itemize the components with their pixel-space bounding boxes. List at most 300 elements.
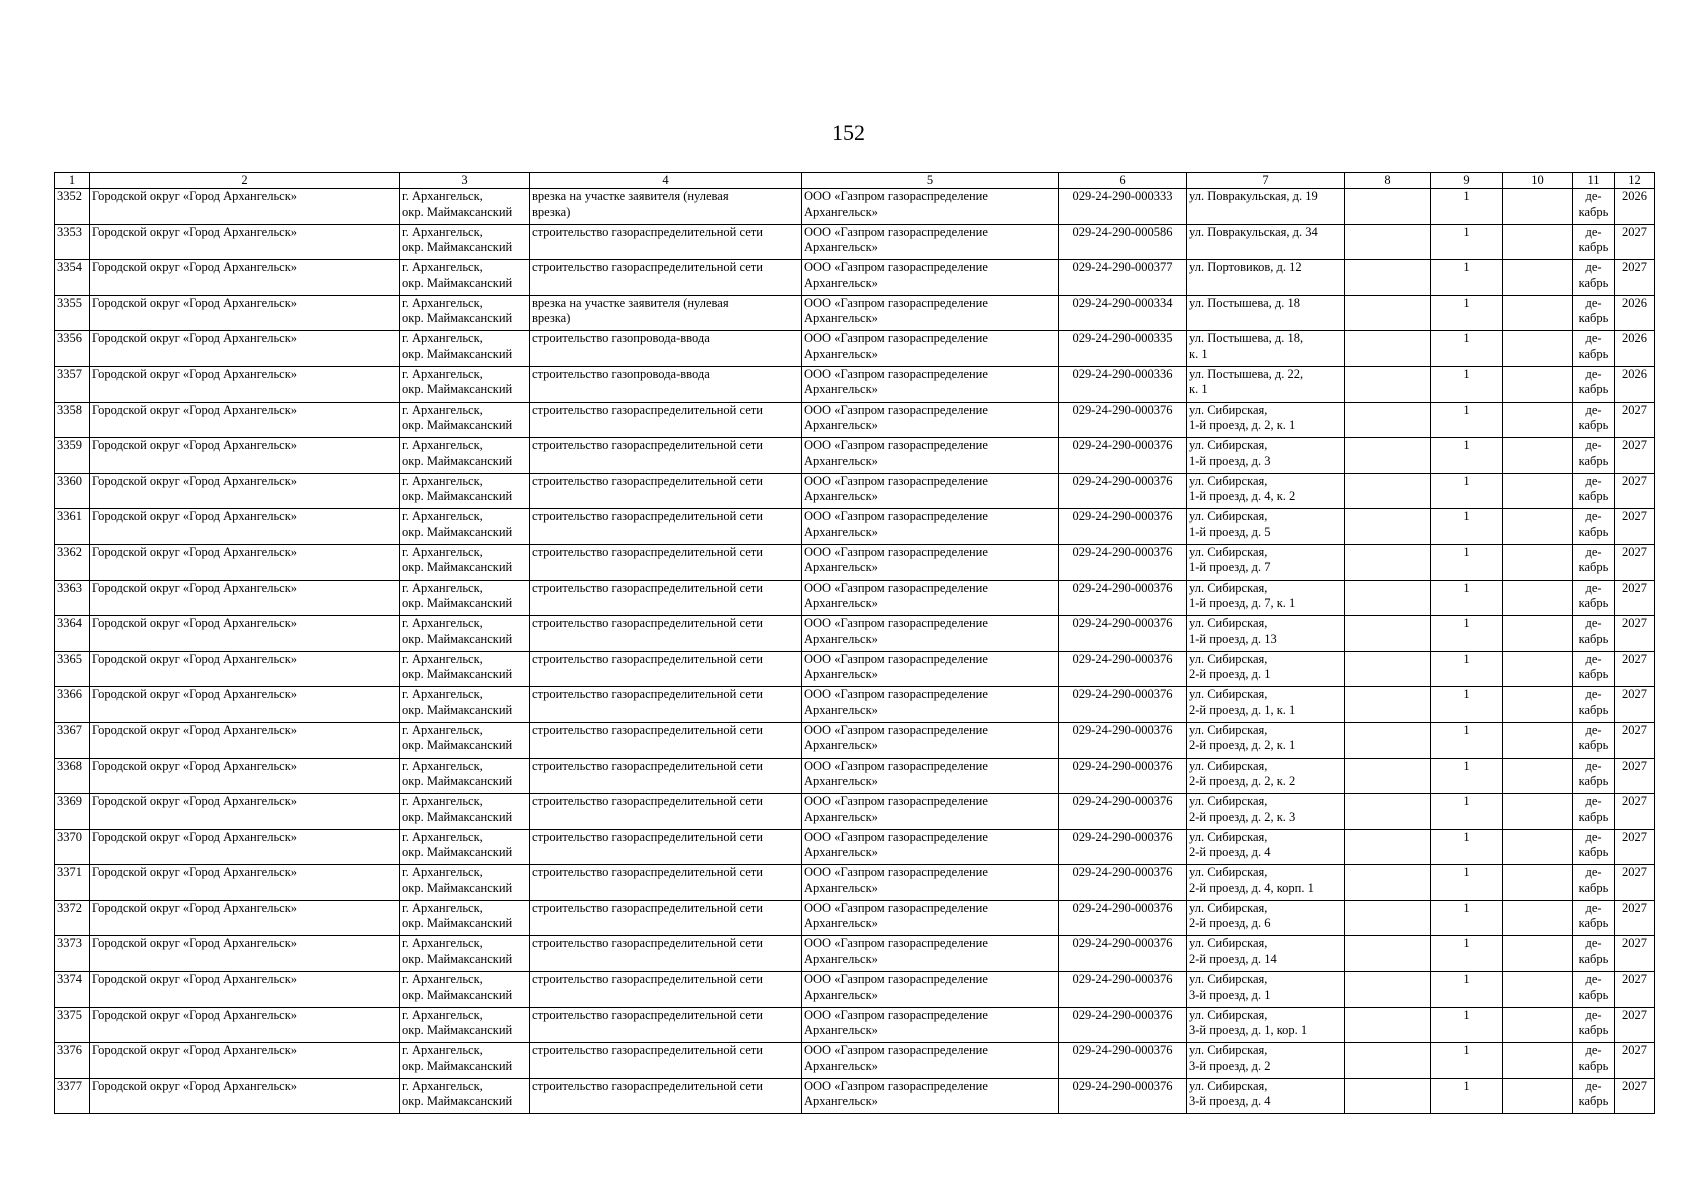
work-type-cell	[530, 865, 802, 901]
organization-cell-line: ООО «Газпром газораспределение	[804, 1078, 988, 1093]
row-number-cell: 3377	[55, 1078, 90, 1114]
locality-cell-line: окр. Маймаксанский	[402, 845, 513, 860]
organization-cell	[802, 722, 1059, 758]
year-cell: 2027	[1615, 509, 1655, 545]
locality-cell-line: г. Архангельск,	[402, 189, 483, 203]
row-number-cell: 3359	[55, 438, 90, 474]
column-10-cell	[1503, 1007, 1573, 1043]
organization-cell	[802, 402, 1059, 438]
work-type-cell	[530, 972, 802, 1008]
organization-cell-line: Архангельск»	[804, 382, 878, 397]
object-code-cell: 029-24-290-000376	[1059, 936, 1187, 972]
column-8-cell	[1345, 794, 1431, 830]
column-10-cell	[1503, 580, 1573, 616]
quantity-cell: 1	[1431, 438, 1503, 474]
month-cell	[1573, 473, 1615, 509]
month-cell-line: кабрь	[1578, 738, 1609, 753]
quantity-cell: 1	[1431, 900, 1503, 936]
organization-cell	[802, 900, 1059, 936]
organization-cell-line: ООО «Газпром газораспределение	[804, 1043, 988, 1058]
month-cell	[1573, 189, 1615, 225]
address-cell	[1187, 1043, 1345, 1079]
table-row	[55, 224, 1655, 260]
locality-cell-line: г. Архангельск,	[402, 758, 483, 773]
locality-cell-line: окр. Маймаксанский	[402, 240, 513, 255]
year-cell: 2027	[1615, 580, 1655, 616]
object-code-cell: 029-24-290-000376	[1059, 509, 1187, 545]
locality-cell-line: окр. Маймаксанский	[402, 809, 513, 824]
work-type-cell-line: строительство газораспределительной сети	[532, 687, 763, 702]
month-cell	[1573, 900, 1615, 936]
column-8-cell	[1345, 1043, 1431, 1079]
table-row	[55, 758, 1655, 794]
address-cell-line: ул. Сибирская,	[1189, 829, 1268, 844]
object-code-cell: 029-24-290-000376	[1059, 580, 1187, 616]
column-header: 4	[530, 173, 802, 189]
column-header: 7	[1187, 173, 1345, 189]
month-cell-line: де-	[1585, 295, 1602, 310]
locality-cell	[400, 687, 530, 723]
address-cell-line: 1-й проезд, д. 13	[1189, 631, 1277, 646]
work-type-cell-line: строительство газораспределительной сети	[532, 722, 763, 737]
month-cell-line: кабрь	[1578, 382, 1609, 397]
table-row	[55, 936, 1655, 972]
locality-cell-line: окр. Маймаксанский	[402, 204, 513, 219]
district-cell: Городской округ «Город Архангельск»	[90, 972, 400, 1008]
month-cell-line: де-	[1585, 616, 1602, 631]
district-cell: Городской округ «Город Архангельск»	[90, 616, 400, 652]
object-code-cell: 029-24-290-000376	[1059, 829, 1187, 865]
quantity-cell: 1	[1431, 544, 1503, 580]
work-type-cell	[530, 580, 802, 616]
table-row	[55, 402, 1655, 438]
month-cell-line: кабрь	[1578, 845, 1609, 860]
organization-cell-line: Архангельск»	[804, 204, 878, 219]
month-cell-line: де-	[1585, 366, 1602, 381]
month-cell	[1573, 331, 1615, 367]
organization-cell-line: ООО «Газпром газораспределение	[804, 509, 988, 524]
address-cell	[1187, 616, 1345, 652]
row-number-cell: 3372	[55, 900, 90, 936]
locality-cell	[400, 295, 530, 331]
year-cell: 2027	[1615, 616, 1655, 652]
district-cell: Городской округ «Город Архангельск»	[90, 1078, 400, 1114]
address-cell-line: к. 1	[1189, 346, 1208, 361]
quantity-cell: 1	[1431, 1007, 1503, 1043]
row-number-cell: 3375	[55, 1007, 90, 1043]
row-number-cell: 3370	[55, 829, 90, 865]
quantity-cell: 1	[1431, 1043, 1503, 1079]
quantity-cell: 1	[1431, 580, 1503, 616]
locality-cell	[400, 1007, 530, 1043]
organization-cell	[802, 544, 1059, 580]
table-row	[55, 829, 1655, 865]
row-number-cell: 3358	[55, 402, 90, 438]
column-8-cell	[1345, 260, 1431, 296]
address-cell-line: 1-й проезд, д. 5	[1189, 524, 1271, 539]
locality-cell-line: г. Архангельск,	[402, 794, 483, 809]
address-cell	[1187, 829, 1345, 865]
month-cell	[1573, 509, 1615, 545]
address-cell-line: ул. Сибирская,	[1189, 1043, 1268, 1058]
address-cell-line: к. 1	[1189, 382, 1208, 397]
month-cell	[1573, 829, 1615, 865]
row-number-cell: 3356	[55, 331, 90, 367]
work-type-cell-line: строительство газораспределительной сети	[532, 544, 763, 559]
organization-cell	[802, 687, 1059, 723]
address-cell-line: 2-й проезд, д. 4, корп. 1	[1189, 880, 1314, 895]
column-8-cell	[1345, 900, 1431, 936]
column-8-cell	[1345, 972, 1431, 1008]
address-cell-line: 3-й проезд, д. 4	[1189, 1094, 1271, 1109]
organization-cell-line: ООО «Газпром газораспределение	[804, 224, 988, 239]
organization-cell-line: Архангельск»	[804, 524, 878, 539]
organization-cell-line: ООО «Газпром газораспределение	[804, 580, 988, 595]
work-type-cell	[530, 260, 802, 296]
quantity-cell: 1	[1431, 829, 1503, 865]
year-cell: 2027	[1615, 900, 1655, 936]
table-row	[55, 580, 1655, 616]
address-cell-line: ул. Сибирская,	[1189, 402, 1268, 417]
organization-cell	[802, 580, 1059, 616]
district-cell: Городской округ «Город Архангельск»	[90, 189, 400, 225]
locality-cell-line: г. Архангельск,	[402, 295, 483, 310]
district-cell: Городской округ «Город Архангельск»	[90, 794, 400, 830]
address-cell-line: ул. Сибирская,	[1189, 794, 1268, 809]
year-cell: 2027	[1615, 794, 1655, 830]
object-code-cell: 029-24-290-000336	[1059, 366, 1187, 402]
address-cell	[1187, 331, 1345, 367]
column-10-cell	[1503, 402, 1573, 438]
address-cell-line: 2-й проезд, д. 1, к. 1	[1189, 702, 1296, 717]
address-cell-line: ул. Сибирская,	[1189, 616, 1268, 631]
district-cell: Городской округ «Город Архангельск»	[90, 224, 400, 260]
table-row	[55, 331, 1655, 367]
address-cell-line: 2-й проезд, д. 2, к. 2	[1189, 774, 1296, 788]
column-8-cell	[1345, 331, 1431, 367]
district-cell: Городской округ «Город Архангельск»	[90, 687, 400, 723]
quantity-cell: 1	[1431, 1078, 1503, 1114]
object-code-cell: 029-24-290-000376	[1059, 1078, 1187, 1114]
organization-cell-line: Архангельск»	[804, 275, 878, 290]
object-code-cell: 029-24-290-000377	[1059, 260, 1187, 296]
work-type-cell	[530, 295, 802, 331]
locality-cell	[400, 1043, 530, 1079]
table-row	[55, 972, 1655, 1008]
locality-cell-line: окр. Маймаксанский	[402, 1094, 513, 1109]
work-type-cell-line: строительство газораспределительной сети	[532, 758, 763, 773]
row-number-cell: 3369	[55, 794, 90, 830]
address-cell-line: ул. Сибирская,	[1189, 438, 1268, 453]
locality-cell	[400, 473, 530, 509]
quantity-cell: 1	[1431, 687, 1503, 723]
column-header: 1	[55, 173, 90, 189]
quantity-cell: 1	[1431, 794, 1503, 830]
district-cell: Городской округ «Город Архангельск»	[90, 829, 400, 865]
organization-cell	[802, 865, 1059, 901]
row-number-cell: 3374	[55, 972, 90, 1008]
organization-cell-line: Архангельск»	[804, 346, 878, 361]
address-cell-line: ул. Портовиков, д. 12	[1189, 260, 1302, 275]
work-type-cell	[530, 473, 802, 509]
year-cell: 2026	[1615, 189, 1655, 225]
month-cell-line: кабрь	[1578, 667, 1609, 682]
work-type-cell-line: строительство газораспределительной сети	[532, 1007, 763, 1022]
month-cell	[1573, 260, 1615, 296]
month-cell-line: де-	[1585, 651, 1602, 666]
address-cell	[1187, 509, 1345, 545]
row-number-cell: 3360	[55, 473, 90, 509]
month-cell-line: де-	[1585, 1078, 1602, 1093]
column-8-cell	[1345, 936, 1431, 972]
organization-cell-line: Архангельск»	[804, 418, 878, 433]
column-header: 5	[802, 173, 1059, 189]
locality-cell-line: г. Архангельск,	[402, 972, 483, 987]
month-cell-line: кабрь	[1578, 204, 1609, 219]
organization-cell	[802, 1007, 1059, 1043]
locality-cell-line: окр. Маймаксанский	[402, 667, 513, 682]
locality-cell	[400, 758, 530, 794]
row-number-cell: 3362	[55, 544, 90, 580]
object-code-cell: 029-24-290-000376	[1059, 900, 1187, 936]
row-number-cell: 3361	[55, 509, 90, 545]
work-type-cell-line: врезка на участке заявителя (нулевая	[532, 189, 729, 203]
page-number: 152	[832, 120, 865, 145]
column-8-cell	[1345, 722, 1431, 758]
organization-cell	[802, 972, 1059, 1008]
locality-cell-line: г. Архангельск,	[402, 616, 483, 631]
object-code-cell: 029-24-290-000376	[1059, 651, 1187, 687]
locality-cell-line: г. Архангельск,	[402, 473, 483, 488]
locality-cell	[400, 366, 530, 402]
object-code-cell: 029-24-290-000376	[1059, 972, 1187, 1008]
month-cell-line: де-	[1585, 687, 1602, 702]
address-cell-line: 1-й проезд, д. 7	[1189, 560, 1271, 575]
month-cell	[1573, 402, 1615, 438]
address-cell	[1187, 438, 1345, 474]
address-cell-line: ул. Сибирская,	[1189, 651, 1268, 666]
locality-cell	[400, 331, 530, 367]
month-cell	[1573, 758, 1615, 794]
work-type-cell	[530, 224, 802, 260]
locality-cell-line: окр. Маймаксанский	[402, 1058, 513, 1073]
address-cell-line: ул. Постышева, д. 22,	[1189, 366, 1304, 381]
month-cell	[1573, 972, 1615, 1008]
object-code-cell: 029-24-290-000376	[1059, 473, 1187, 509]
year-cell: 2026	[1615, 331, 1655, 367]
locality-cell-line: окр. Маймаксанский	[402, 311, 513, 326]
district-cell: Городской округ «Город Архангельск»	[90, 473, 400, 509]
table-row	[55, 722, 1655, 758]
organization-cell-line: Архангельск»	[804, 951, 878, 966]
address-cell-line: ул. Сибирская,	[1189, 900, 1268, 915]
locality-cell	[400, 224, 530, 260]
quantity-cell: 1	[1431, 224, 1503, 260]
year-cell: 2026	[1615, 295, 1655, 331]
object-code-cell: 029-24-290-000376	[1059, 865, 1187, 901]
locality-cell	[400, 794, 530, 830]
organization-cell-line: Архангельск»	[804, 809, 878, 824]
column-8-cell	[1345, 509, 1431, 545]
organization-cell-line: ООО «Газпром газораспределение	[804, 794, 988, 809]
locality-cell-line: окр. Маймаксанский	[402, 560, 513, 575]
column-header: 8	[1345, 173, 1431, 189]
work-type-cell	[530, 509, 802, 545]
year-cell: 2027	[1615, 936, 1655, 972]
district-cell: Городской округ «Город Архангельск»	[90, 366, 400, 402]
locality-cell-line: г. Архангельск,	[402, 331, 483, 346]
locality-cell-line: окр. Маймаксанский	[402, 951, 513, 966]
work-type-cell	[530, 794, 802, 830]
month-cell	[1573, 794, 1615, 830]
table-row	[55, 865, 1655, 901]
work-type-cell-line: строительство газораспределительной сети	[532, 1078, 763, 1093]
month-cell-line: де-	[1585, 509, 1602, 524]
locality-cell-line: г. Архангельск,	[402, 509, 483, 524]
organization-cell-line: ООО «Газпром газораспределение	[804, 402, 988, 417]
work-type-cell	[530, 758, 802, 794]
work-type-cell	[530, 936, 802, 972]
locality-cell	[400, 722, 530, 758]
locality-cell	[400, 616, 530, 652]
column-10-cell	[1503, 900, 1573, 936]
column-8-cell	[1345, 473, 1431, 509]
table-row	[55, 366, 1655, 402]
column-8-cell	[1345, 1007, 1431, 1043]
column-10-cell	[1503, 829, 1573, 865]
locality-cell-line: окр. Маймаксанский	[402, 453, 513, 468]
object-code-cell: 029-24-290-000376	[1059, 544, 1187, 580]
month-cell	[1573, 936, 1615, 972]
organization-cell-line: ООО «Газпром газораспределение	[804, 473, 988, 488]
locality-cell	[400, 972, 530, 1008]
address-cell	[1187, 900, 1345, 936]
district-cell: Городской округ «Город Архангельск»	[90, 1007, 400, 1043]
address-cell-line: ул. Повракульская, д. 34	[1189, 224, 1318, 239]
address-cell	[1187, 972, 1345, 1008]
organization-cell-line: ООО «Газпром газораспределение	[804, 366, 988, 381]
column-10-cell	[1503, 758, 1573, 794]
organization-cell-line: ООО «Газпром газораспределение	[804, 722, 988, 737]
organization-cell-line: ООО «Газпром газораспределение	[804, 544, 988, 559]
address-cell-line: 1-й проезд, д. 7, к. 1	[1189, 596, 1296, 611]
column-10-cell	[1503, 1043, 1573, 1079]
column-10-cell	[1503, 651, 1573, 687]
year-cell: 2027	[1615, 687, 1655, 723]
work-type-cell-line: строительство газораспределительной сети	[532, 580, 763, 595]
month-cell-line: кабрь	[1578, 951, 1609, 966]
column-10-cell	[1503, 509, 1573, 545]
address-cell	[1187, 865, 1345, 901]
locality-cell-line: окр. Маймаксанский	[402, 346, 513, 361]
month-cell	[1573, 687, 1615, 723]
locality-cell-line: окр. Маймаксанский	[402, 524, 513, 539]
address-cell-line: 1-й проезд, д. 2, к. 1	[1189, 418, 1296, 433]
object-code-cell: 029-24-290-000334	[1059, 295, 1187, 331]
address-cell-line: 3-й проезд, д. 2	[1189, 1058, 1271, 1073]
month-cell	[1573, 544, 1615, 580]
locality-cell-line: окр. Маймаксанский	[402, 596, 513, 611]
address-cell	[1187, 366, 1345, 402]
locality-cell	[400, 260, 530, 296]
work-type-cell-line: строительство газораспределительной сети	[532, 865, 763, 880]
month-cell-line: де-	[1585, 402, 1602, 417]
organization-cell-line: ООО «Газпром газораспределение	[804, 260, 988, 275]
organization-cell-line: ООО «Газпром газораспределение	[804, 972, 988, 987]
table-header	[55, 173, 1655, 189]
month-cell	[1573, 366, 1615, 402]
address-cell	[1187, 936, 1345, 972]
table-row	[55, 1043, 1655, 1079]
locality-cell-line: г. Архангельск,	[402, 260, 483, 275]
month-cell	[1573, 651, 1615, 687]
month-cell-line: де-	[1585, 722, 1602, 737]
quantity-cell: 1	[1431, 189, 1503, 225]
locality-cell-line: окр. Маймаксанский	[402, 738, 513, 753]
organization-cell-line: ООО «Газпром газораспределение	[804, 900, 988, 915]
month-cell-line: де-	[1585, 936, 1602, 951]
address-cell	[1187, 260, 1345, 296]
organization-cell-line: ООО «Газпром газораспределение	[804, 1007, 988, 1022]
locality-cell-line: окр. Маймаксанский	[402, 702, 513, 717]
column-10-cell	[1503, 260, 1573, 296]
row-number-cell: 3371	[55, 865, 90, 901]
column-10-cell	[1503, 473, 1573, 509]
organization-cell	[802, 829, 1059, 865]
work-type-cell-line: строительство газопровода-ввода	[532, 331, 710, 346]
column-header: 11	[1573, 173, 1615, 189]
organization-cell-line: Архангельск»	[804, 845, 878, 860]
row-number-cell: 3368	[55, 758, 90, 794]
table-row	[55, 260, 1655, 296]
address-cell-line: ул. Сибирская,	[1189, 580, 1268, 595]
address-cell	[1187, 1078, 1345, 1114]
table-row	[55, 473, 1655, 509]
organization-cell-line: ООО «Газпром газораспределение	[804, 687, 988, 702]
organization-cell	[802, 651, 1059, 687]
quantity-cell: 1	[1431, 865, 1503, 901]
row-number-cell: 3365	[55, 651, 90, 687]
work-type-cell-line: строительство газораспределительной сети	[532, 1043, 763, 1058]
organization-cell-line: Архангельск»	[804, 631, 878, 646]
row-number-cell: 3357	[55, 366, 90, 402]
work-type-cell	[530, 616, 802, 652]
organization-cell-line: ООО «Газпром газораспределение	[804, 865, 988, 880]
month-cell-line: де-	[1585, 224, 1602, 239]
work-type-cell	[530, 1078, 802, 1114]
locality-cell	[400, 580, 530, 616]
row-number-cell: 3353	[55, 224, 90, 260]
organization-cell	[802, 295, 1059, 331]
quantity-cell: 1	[1431, 651, 1503, 687]
column-8-cell	[1345, 829, 1431, 865]
year-cell: 2027	[1615, 865, 1655, 901]
address-cell	[1187, 758, 1345, 794]
locality-cell-line: окр. Маймаксанский	[402, 382, 513, 397]
address-cell-line: ул. Постышева, д. 18	[1189, 295, 1301, 310]
column-8-cell	[1345, 687, 1431, 723]
locality-cell-line: г. Архангельск,	[402, 544, 483, 559]
locality-cell-line: г. Архангельск,	[402, 865, 483, 880]
month-cell	[1573, 616, 1615, 652]
locality-cell-line: окр. Маймаксанский	[402, 275, 513, 290]
column-10-cell	[1503, 972, 1573, 1008]
work-type-cell	[530, 829, 802, 865]
work-type-cell	[530, 402, 802, 438]
row-number-cell: 3367	[55, 722, 90, 758]
address-cell-line: ул. Сибирская,	[1189, 758, 1268, 773]
column-number-row	[55, 173, 1655, 189]
